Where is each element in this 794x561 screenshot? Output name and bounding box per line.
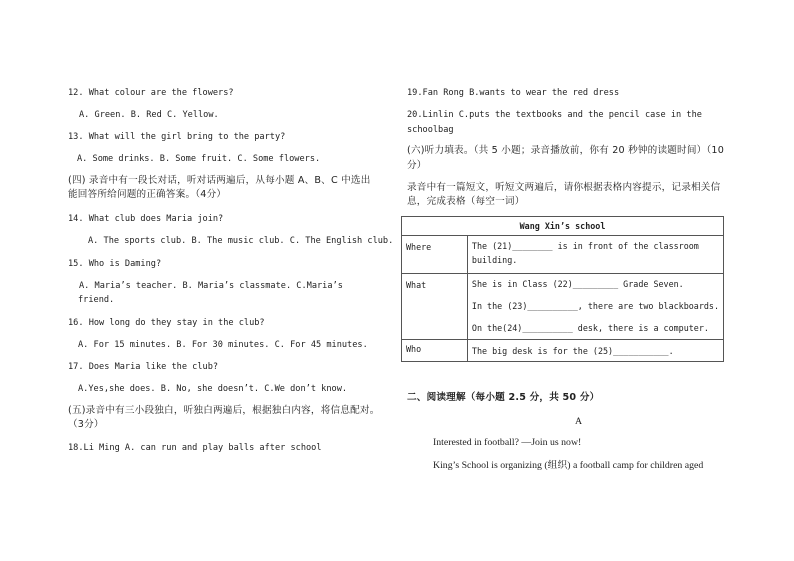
question-17-options: A.Yes,she does. B. No, she doesn’t. C.We don’t know.	[78, 384, 348, 394]
blank-21-text: The (21)________ is in front of the classroom	[471, 241, 699, 251]
question-12: 12. What colour are the flowers?	[68, 88, 234, 98]
question-18: 18.Li Ming A. can run and play balls after school	[68, 443, 322, 453]
question-13-options: A. Some drinks. B. Some fruit. C. Some flowers.	[77, 154, 321, 164]
blank-21-text-cont: building.	[471, 255, 518, 265]
section-6-title-cont: 分）	[407, 160, 427, 171]
question-20-cont: schoolbag	[407, 125, 454, 135]
question-15-options-cont: friend.	[78, 295, 115, 305]
row-content-who	[467, 340, 723, 362]
question-12-options: A. Green. B. Red C. Yellow.	[79, 110, 219, 120]
question-15: 15. Who is Daming?	[68, 259, 162, 269]
passage-line-1: Interested in football? —Join us now!	[433, 437, 582, 448]
row-content-where	[467, 236, 723, 274]
section-4-instructions: (四) 录音中有一段长对话，听对话两遍后，从每小题 A、B、C 中选出	[68, 175, 371, 186]
blank-25-text: The big desk is for the (25)___________.	[471, 346, 674, 356]
section-5-instructions-cont: （3分）	[68, 419, 104, 430]
question-19: 19.Fan Rong B.wants to wear the red dress	[407, 88, 620, 98]
question-13: 13. What will the girl bring to the party?	[68, 132, 286, 142]
blank-23-text: In the (23)__________, there are two blackboards.	[471, 301, 719, 311]
row-label-who: Who	[402, 340, 468, 362]
table-row-who	[402, 340, 724, 362]
table-row-what	[402, 274, 724, 340]
passage-line-2: King’s School is organizing (组织) a football camp for children aged	[433, 460, 704, 471]
passage-letter: A	[575, 416, 583, 427]
question-15-options: A. Maria’s teacher. B. Maria’s classmate. C.Maria’s	[79, 281, 343, 291]
table-title: Wang Xin’s school	[402, 217, 724, 236]
row-label-where: Where	[402, 236, 468, 274]
blank-22-text: She is in Class (22)_________ Grade Seven.	[471, 279, 684, 289]
section-4-instructions-cont: 能回答所给问题的正确答案。（4分）	[68, 189, 227, 200]
section-6-instructions-cont: 息，完成表格（每空一词）	[407, 196, 525, 207]
table-row-where	[402, 236, 724, 274]
question-16-options: A. For 15 minutes. B. For 30 minutes. C. For 45 minutes.	[78, 340, 368, 350]
part-2-title: 二、阅读理解（每小题 2.5 分，共 50 分）	[407, 392, 600, 403]
question-14-options: A. The sports club. B. The music club. C. The English club.	[88, 236, 394, 246]
question-14: 14. What club does Maria join?	[68, 214, 224, 224]
blank-24-text: On the(24)__________ desk, there is a computer.	[471, 323, 709, 333]
listening-table	[401, 216, 724, 362]
section-5-instructions: (五)录音中有三小段独白，听独白两遍后，根据独白内容，将信息配对。	[68, 405, 380, 416]
question-16: 16. How long do they stay in the club?	[68, 318, 265, 328]
row-label-what: What	[402, 274, 468, 340]
section-6-instructions: 录音中有一篇短文，听短文两遍后，请你根据表格内容提示，记录相关信	[407, 182, 721, 193]
question-20: 20.Linlin C.puts the textbooks and the pencil case in the	[407, 110, 702, 120]
question-17: 17. Does Maria like the club?	[68, 362, 219, 372]
table-header-row	[402, 217, 724, 236]
section-6-title: (六)听力填表。（共 5 小题；录音播放前，你有 20 秒钟的读题时间）（10	[407, 145, 725, 156]
row-content-what	[467, 274, 723, 340]
